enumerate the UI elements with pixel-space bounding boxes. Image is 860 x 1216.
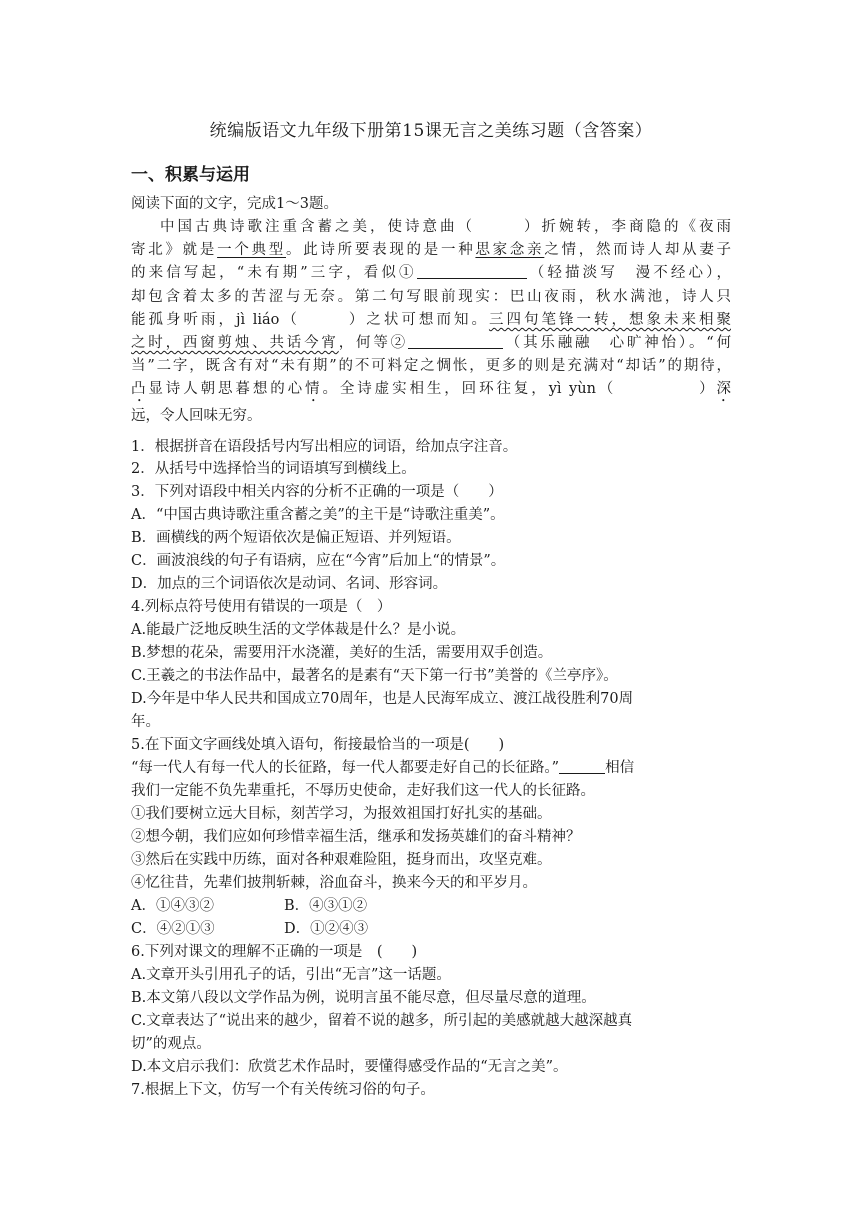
q6-option-c-cont: 切”的观点。 [131, 1036, 211, 1052]
q5-option-c: C．④②①③ [131, 921, 215, 937]
q3-option-b: B．画横线的两个短语依次是偏正短语、并列短语。 [131, 530, 461, 546]
question-6: 6.下列对课文的理解不正确的一项是 ( ) [131, 944, 418, 960]
underlined-phrase-2: 思家念亲 [475, 242, 545, 259]
q3-option-c: C．画波浪线的句子有语病，应在“今宵”后加上“的情景”。 [131, 553, 506, 569]
q5-options-row-1 [131, 895, 731, 917]
question-5: 5.在下面文字画线处填入语句，衔接最恰当的一项是( ) [131, 737, 505, 753]
q6-option-d: D.本文启示我们：欣赏艺术作品时，要懂得感受作品的“无言之美”。 [131, 1059, 568, 1075]
question-1: 1．根据拼音在语段括号内写出相应的词语，给加点字注音。 [131, 439, 518, 455]
q5-item-4: ④忆往昔，先辈们披荆斩棘，浴血奋斗，换来今天的和平岁月。 [131, 875, 537, 891]
dotted-char-2: 情 [305, 381, 323, 398]
underlined-phrase-1: 一个典型 [217, 242, 286, 259]
question-2: 2．从括号中选择恰当的词语填写到横线上。 [131, 461, 416, 477]
q4-option-d-cont: 年。 [131, 714, 160, 730]
wavy-sentence-part-1: 三四句笔锋一转，想象未来相聚 [488, 311, 731, 328]
dotted-char-3: 深 [716, 381, 732, 398]
q5-item-2: ②想今朝，我们应如何珍惜幸福生活，继承和发扬英雄们的奋斗精神？ [131, 829, 581, 845]
answer-blank-1[interactable] [417, 264, 527, 279]
q3-option-d: D．加点的三个词语依次是动词、名词、形容词。 [131, 576, 448, 592]
wavy-sentence-part-2: 之时，西窗剪烛、共话今宵 [131, 335, 339, 352]
question-7: 7.根据上下文，仿写一个有关传统习俗的句子。 [131, 1082, 435, 1098]
reading-instruction: 阅读下面的文字，完成1～3题。 [131, 196, 338, 212]
q5-quote-line-2: 我们一定能不负先辈重托，不辱历史使命，走好我们这一代人的长征路。 [131, 783, 595, 799]
q5-quote-line-1: “每一代人有每一代人的长征路，每一代人都要走好自己的长征路。” 相信 [131, 760, 635, 776]
q4-option-a: A.能最广泛地反映生活的文学体裁是什么？是小说。 [131, 622, 466, 638]
dotted-char-1: 凸 [131, 381, 149, 398]
document-title: 统编版语文九年级下册第15课无言之美练习题（含答案） [209, 121, 653, 141]
blank-marker-1: ① [399, 265, 417, 282]
q5-option-a: A．①④③② [131, 898, 214, 914]
q4-option-d: D.今年是中华人民共和国成立70周年，也是人民海军成立、渡江战役胜利70周 [131, 691, 634, 707]
q6-option-b: B.本文第八段以文学作品为例，说明言虽不能尽意，但尽量尽意的道理。 [131, 990, 596, 1006]
q5-item-3: ③然后在实践中历练，面对各种艰难险阻，挺身而出，攻坚克难。 [131, 852, 552, 868]
q5-option-d: D．①②④③ [284, 921, 369, 937]
q6-option-c: C.文章表达了“说出来的越少，留着不说的越多，所引起的美感就越大越深越真 [131, 1013, 633, 1029]
q4-option-b: B.梦想的花朵，需要用汗水浇灌，美好的生活，需要用双手创造。 [131, 645, 553, 661]
blank-marker-2: ② [390, 335, 408, 352]
q3-option-a: A．“中国古典诗歌注重含蓄之美”的主干是“诗歌注重美”。 [131, 507, 505, 523]
answer-blank-2[interactable] [408, 334, 503, 349]
q5-option-b: B．④③①② [284, 898, 368, 914]
q5-options-row-2 [131, 918, 731, 940]
reading-passage: 中国古典诗歌注重含蓄之美，使诗意曲（ ）折婉转，李商隐的《夜雨 寄北》就是一个典型。此诗所要表现的是一种思家念亲之情，然而诗人却从妻子 的来信写起，“未有期”三字，看似① （轻描淡写 漫不经心）， 却包含着太多的苦涩与无奈。第二句写眼前现实：巴山夜雨，秋水满池，诗人只 能孤身听雨，jì liáo（ ）之状可想而知。三四句笔锋一转，想象未来相聚 之时，西窗剪烛、共话今宵，何等② （其乐融融 心旷神怡）。“何 当”二字，既含有对“未有期”的不可料定之惆怅，更多的则是充满对“却话”的期待， 凸显诗人朝思暮想的心情。全诗虚实相生，回环往复，yì yùn（ ）深 远，令人回味无穷。 [131, 219, 732, 425]
question-4: 4.列标点符号使用有错误的一项是（ ） [131, 599, 392, 615]
section-heading: 一、积累与运用 [131, 165, 250, 185]
question-3: 3．下列对语段中相关内容的分析不正确的一项是（ ） [131, 484, 503, 500]
q5-item-1: ①我们要树立远大目标，刻苦学习，为报效祖国打好扎实的基础。 [131, 806, 552, 822]
q5-answer-blank[interactable] [559, 759, 605, 774]
q6-option-a: A.文章开头引用孔子的话，引出“无言”这一话题。 [131, 967, 451, 983]
q4-option-c: C.王羲之的书法作品中，最著名的是素有“天下第一行书”美誉的《兰亭序》。 [131, 668, 618, 684]
